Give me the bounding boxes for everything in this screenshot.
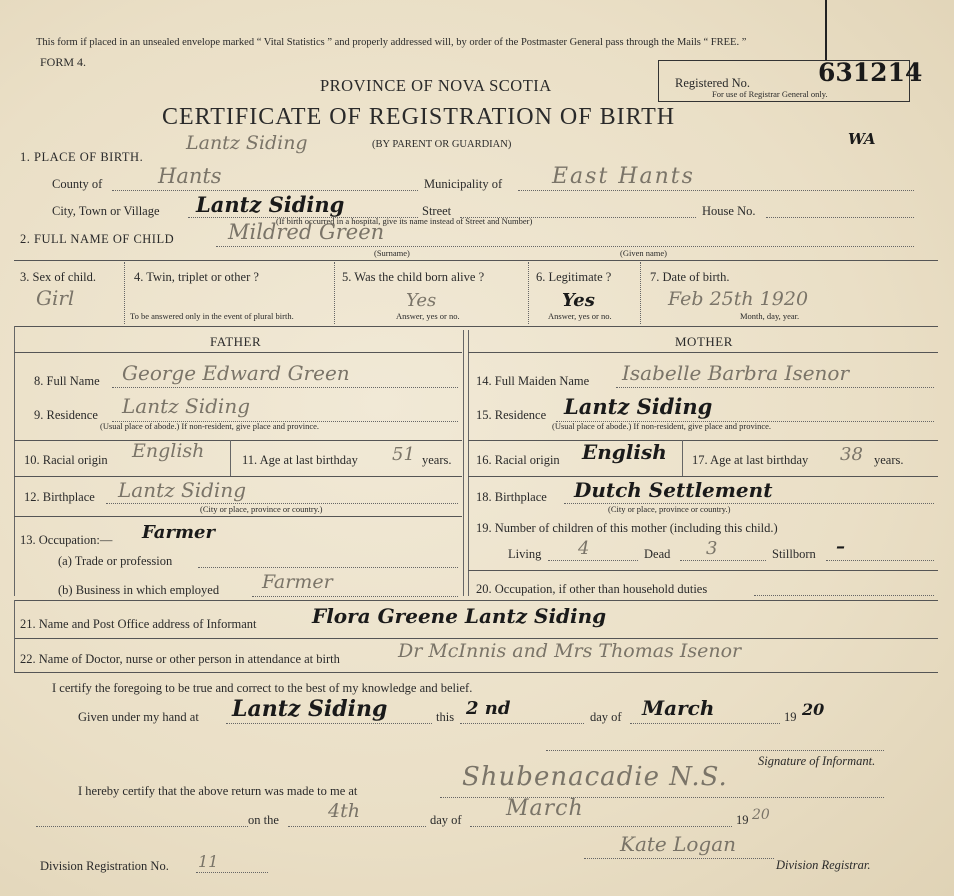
given-name-caption: (Given name) xyxy=(620,248,667,258)
legitimate-label: 6. Legitimate ? xyxy=(536,270,612,284)
ink-stroke xyxy=(825,0,827,60)
twin-note: To be answered only in the event of plural birth. xyxy=(130,311,294,321)
dead-value: 3 xyxy=(706,538,718,559)
mother-birthplace-label: 18. Birthplace xyxy=(476,490,547,504)
father-row-divider xyxy=(14,476,462,477)
father-residence-label: 9. Residence xyxy=(34,408,98,422)
doctor-value: Dr McInnis and Mrs Thomas Isenor xyxy=(398,640,742,662)
division-registration-value: 11 xyxy=(198,852,219,871)
mother-occupation-line xyxy=(754,595,934,596)
month-line xyxy=(630,723,780,724)
informant-label: 21. Name and Post Office address of Informant xyxy=(20,617,257,631)
stillborn-value: – xyxy=(836,536,845,557)
alive-label: 5. Was the child born alive ? xyxy=(342,270,485,284)
business-label: (b) Business in which employed xyxy=(58,583,220,597)
divider xyxy=(528,262,529,324)
children-count-label: 19. Number of children of this mother (including this child.) xyxy=(476,521,778,535)
surname-caption: (Surname) xyxy=(374,248,410,258)
registered-number: 631214 xyxy=(818,58,923,87)
dob-value: Feb 25th 1920 xyxy=(668,288,809,310)
street-label: Street xyxy=(422,204,452,218)
mother-name-line xyxy=(616,387,934,388)
province-title: PROVINCE OF NOVA SCOTIA xyxy=(320,76,552,95)
father-name-label: 8. Full Name xyxy=(34,374,100,388)
father-name-line xyxy=(112,387,458,388)
certification-statement: I certify the foregoing to be true and correct to the best of my knowledge and belief. xyxy=(52,681,473,695)
municipality-label: Municipality of xyxy=(424,177,503,191)
place-of-birth-label: 1. PLACE OF BIRTH. xyxy=(20,150,144,164)
house-line xyxy=(766,217,914,218)
mother-age-label: 17. Age at last birthday xyxy=(692,453,809,467)
informant-signature-label: Signature of Informant. xyxy=(758,754,876,768)
row-top-border xyxy=(14,260,938,261)
divider xyxy=(334,262,335,324)
stillborn-label: Stillborn xyxy=(772,547,816,561)
father-row-divider xyxy=(14,516,462,517)
hospital-note: (If birth occurred in a hospital, give its name instead of Street and Number) xyxy=(276,216,533,226)
given-place-value: Lantz Siding xyxy=(232,696,388,722)
mother-birthplace-note: (City or place, province or country.) xyxy=(608,504,731,514)
father-racial-label: 10. Racial origin xyxy=(24,453,108,467)
division-registration-label: Division Registration No. xyxy=(40,859,169,873)
informant-value: Flora Greene Lantz Siding xyxy=(312,604,607,628)
house-label: House No. xyxy=(702,204,756,218)
form-number: FORM 4. xyxy=(40,55,87,69)
certificate-title: CERTIFICATE OF REGISTRATION OF BIRTH xyxy=(162,104,676,130)
mother-row-divider xyxy=(468,570,938,571)
child-name-value: Mildred Green xyxy=(228,220,385,244)
living-value: 4 xyxy=(578,538,590,559)
mother-birthplace-value: Dutch Settlement xyxy=(574,478,773,502)
father-row-divider xyxy=(14,440,462,441)
on-the-label: on the xyxy=(248,813,279,827)
section-divider xyxy=(14,600,938,601)
given-label: Given under my hand at xyxy=(78,710,199,724)
place-of-birth-value: Lantz Siding xyxy=(186,132,308,154)
father-birthplace-label: 12. Birthplace xyxy=(24,490,95,504)
doctor-label: 22. Name of Doctor, nurse or other person in attendance at birth xyxy=(20,652,340,666)
registrar-day-line xyxy=(288,826,426,827)
legitimate-value: Yes xyxy=(562,290,595,311)
mother-heading-line xyxy=(468,352,938,353)
mother-name-label: 14. Full Maiden Name xyxy=(476,374,590,388)
business-line xyxy=(252,596,458,597)
mother-row-divider xyxy=(468,440,938,441)
mother-residence-label: 15. Residence xyxy=(476,408,547,422)
registrar-year-prefix: 19 xyxy=(736,813,749,827)
father-age-label: 11. Age at last birthday xyxy=(242,453,358,467)
father-heading: FATHER xyxy=(210,334,262,349)
certificate-subtitle: (BY PARENT OR GUARDIAN) xyxy=(372,139,512,150)
registrar-day-of-label: day of xyxy=(430,813,462,827)
trade-line xyxy=(198,567,458,568)
stillborn-line xyxy=(826,560,934,561)
father-business-value: Farmer xyxy=(262,571,333,593)
year-prefix: 19 xyxy=(784,710,797,724)
registrar-use-note: For use of Registrar General only. xyxy=(712,89,828,99)
father-racial-value: English xyxy=(132,440,205,462)
municipality-line xyxy=(518,190,914,191)
father-heading-line xyxy=(14,352,462,353)
section-divider xyxy=(14,638,938,639)
registrar-place-value: Shubenacadie N.S. xyxy=(462,762,728,792)
left-border xyxy=(14,600,15,672)
registrar-month-line xyxy=(470,826,732,827)
municipality-value: East Hants xyxy=(552,164,695,189)
alive-note: Answer, yes or no. xyxy=(396,311,460,321)
registered-label: Registered No. xyxy=(675,76,750,90)
father-residence-value: Lantz Siding xyxy=(122,394,250,418)
street-line xyxy=(460,217,696,218)
this-label: this xyxy=(436,710,455,724)
county-label: County of xyxy=(52,177,103,191)
registrar-statement: I hereby certify that the above return was made to me at xyxy=(78,784,358,798)
father-residence-note: (Usual place of abode.) If non-resident, give place and province. xyxy=(100,421,320,431)
row-bottom-border xyxy=(14,326,938,327)
mother-racial-label: 16. Racial origin xyxy=(476,453,560,467)
county-line xyxy=(112,190,418,191)
father-name-value: George Edward Green xyxy=(122,361,350,385)
corner-note: WA xyxy=(848,130,876,148)
left-border xyxy=(14,326,15,596)
division-registration-line xyxy=(196,872,268,873)
divider xyxy=(124,262,125,324)
day-value: 2 nd xyxy=(466,698,511,719)
mother-heading: MOTHER xyxy=(675,334,733,349)
dead-label: Dead xyxy=(644,547,671,561)
registrar-year-value: 20 xyxy=(752,807,770,823)
trade-label: (a) Trade or profession xyxy=(58,554,173,568)
mother-row-divider xyxy=(468,476,938,477)
county-value: Hants xyxy=(158,164,222,188)
father-occupation-label: 13. Occupation:— xyxy=(20,533,113,547)
mother-age-unit: years. xyxy=(874,453,904,467)
mother-racial-value: English xyxy=(582,440,667,464)
month-value: March xyxy=(642,696,715,720)
city-label: City, Town or Village xyxy=(52,204,160,218)
father-birthplace-note: (City or place, province or country.) xyxy=(200,504,323,514)
father-occupation-value: Farmer xyxy=(142,522,215,543)
center-divider xyxy=(468,330,469,596)
mother-residence-value: Lantz Siding xyxy=(564,394,713,419)
day-line xyxy=(460,723,584,724)
father-age-unit: years. xyxy=(422,453,452,467)
registrar-signature: Kate Logan xyxy=(620,832,737,856)
informant-signature-line xyxy=(546,750,884,751)
dob-label: 7. Date of birth. xyxy=(650,270,730,284)
given-place-line xyxy=(226,723,432,724)
twin-label: 4. Twin, triplet or other ? xyxy=(134,270,259,284)
registrar-day-value: 4th xyxy=(328,800,360,822)
sex-value: Girl xyxy=(36,286,75,310)
mother-residence-note: (Usual place of abode.) If non-resident, give place and province. xyxy=(552,421,772,431)
city-value: Lantz Siding xyxy=(196,192,345,217)
registrar-leading-line xyxy=(36,826,248,827)
alive-value: Yes xyxy=(406,290,437,311)
mother-age-value: 38 xyxy=(840,444,863,465)
divider xyxy=(682,440,683,476)
divider xyxy=(640,262,641,324)
year-value: 20 xyxy=(802,700,825,719)
father-birthplace-value: Lantz Siding xyxy=(118,478,246,502)
living-line xyxy=(548,560,638,561)
registrar-month-value: March xyxy=(506,796,584,821)
mailing-notice: This form if placed in an unsealed envelope marked “ Vital Statistics ” and properly addressed will, by order of the Postmaster General pass through the Mails “ FREE. ” xyxy=(36,37,747,48)
child-name-label: 2. FULL NAME OF CHILD xyxy=(20,232,175,246)
mother-occupation-label: 20. Occupation, if other than household duties xyxy=(476,582,708,596)
section-divider xyxy=(14,672,938,673)
sex-label: 3. Sex of child. xyxy=(20,270,97,284)
mother-name-value: Isabelle Barbra Isenor xyxy=(622,361,850,385)
divider xyxy=(230,440,231,476)
dob-note: Month, day, year. xyxy=(740,311,800,321)
registrar-signature-line xyxy=(584,858,774,859)
division-registrar-label: Division Registrar. xyxy=(776,858,871,872)
dead-line xyxy=(680,560,766,561)
child-name-line xyxy=(216,246,914,247)
center-divider xyxy=(463,330,464,596)
father-age-value: 51 xyxy=(392,444,415,465)
living-label: Living xyxy=(508,547,542,561)
day-of-label: day of xyxy=(590,710,622,724)
legitimate-note: Answer, yes or no. xyxy=(548,311,612,321)
